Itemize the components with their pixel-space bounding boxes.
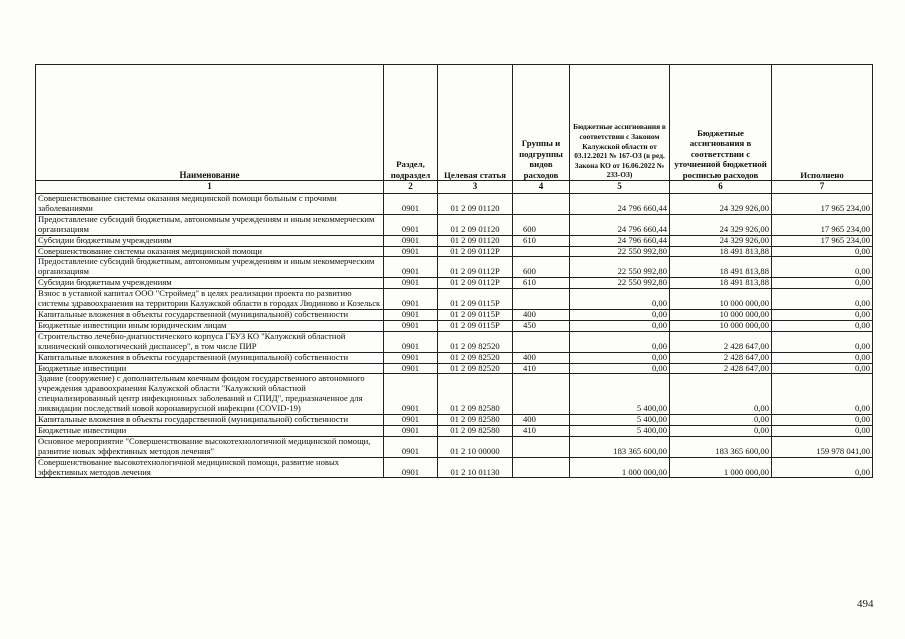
header-section: Раздел, подраздел: [384, 65, 438, 181]
cell-expense-group: 400: [513, 309, 570, 320]
cell-revised-allocation: 24 329 926,00: [670, 194, 772, 215]
table-row: [36, 214, 873, 235]
cell-law-allocation: 0,00: [570, 289, 670, 310]
cell-law-allocation: 22 550 992,80: [570, 246, 670, 257]
cell-law-allocation: 5 400,00: [570, 374, 670, 415]
cell-revised-allocation: 1 000 000,00: [670, 457, 772, 478]
cell-executed: 17 965 234,00: [772, 214, 873, 235]
cell-revised-allocation: 18 491 813,88: [670, 278, 772, 289]
cell-revised-allocation: 18 491 813,88: [670, 257, 772, 278]
cell-executed: 17 965 234,00: [772, 194, 873, 215]
cell-law-allocation: 0,00: [570, 320, 670, 331]
cell-law-allocation: 22 550 992,80: [570, 257, 670, 278]
table-row: [36, 246, 873, 257]
cell-revised-allocation: 10 000 000,00: [670, 320, 772, 331]
cell-expense-group: [513, 331, 570, 352]
cell-executed: 17 965 234,00: [772, 235, 873, 246]
table-header: [36, 65, 873, 194]
cell-target-article: 01 2 09 0112Р: [438, 257, 513, 278]
cell-executed: 0,00: [772, 457, 873, 478]
table-row: [36, 436, 873, 457]
cell-section: 0901: [384, 320, 438, 331]
cell-executed: 0,00: [772, 415, 873, 426]
cell-section: 0901: [384, 194, 438, 215]
table-row: [36, 415, 873, 426]
cell-target-article: 01 2 10 01130: [438, 457, 513, 478]
cell-name: Капитальные вложения в объекты государственной (муниципальной) собственности: [36, 415, 384, 426]
table-body: [36, 194, 873, 478]
cell-executed: 0,00: [772, 289, 873, 310]
cell-section: 0901: [384, 235, 438, 246]
cell-expense-group: 610: [513, 235, 570, 246]
cell-executed: 0,00: [772, 309, 873, 320]
cell-section: 0901: [384, 436, 438, 457]
cell-law-allocation: 24 796 660,44: [570, 235, 670, 246]
cell-name: Совершенствование системы оказания медицинской помощи: [36, 246, 384, 257]
cell-executed: 0,00: [772, 278, 873, 289]
cell-executed: 0,00: [772, 352, 873, 363]
cell-executed: 0,00: [772, 425, 873, 436]
table-row: [36, 235, 873, 246]
cell-name: Капитальные вложения в объекты государственной (муниципальной) собственности: [36, 352, 384, 363]
budget-table: [35, 64, 873, 478]
cell-name: Субсидии бюджетным учреждениям: [36, 278, 384, 289]
table-row: [36, 457, 873, 478]
cell-target-article: 01 2 09 82580: [438, 425, 513, 436]
cell-target-article: 01 2 09 82580: [438, 374, 513, 415]
cell-executed: 159 978 041,00: [772, 436, 873, 457]
cell-law-allocation: 22 550 992,80: [570, 278, 670, 289]
table-row: [36, 194, 873, 215]
table-row: [36, 425, 873, 436]
cell-section: 0901: [384, 214, 438, 235]
cell-section: 0901: [384, 331, 438, 352]
cell-target-article: 01 2 10 00000: [438, 436, 513, 457]
cell-revised-allocation: 10 000 000,00: [670, 289, 772, 310]
cell-expense-group: [513, 457, 570, 478]
cell-target-article: 01 2 09 82520: [438, 352, 513, 363]
header-revised-allocations: Бюджетные ассигнования в соответствии с уточненной бюджетной росписью расходов: [670, 65, 772, 181]
cell-name: Здание (сооружение) с дополнительным коечным фондом государственного автономного учреждения здравоохранения Калужской области "Калужский областной специализированный центр инфекционных заболеваний и СПИД", предназначенное для ликвидации последствий новой коронавирусной инфекции (COVID-19): [36, 374, 384, 415]
cell-expense-group: 400: [513, 415, 570, 426]
cell-expense-group: 400: [513, 352, 570, 363]
cell-section: 0901: [384, 278, 438, 289]
cell-law-allocation: 5 400,00: [570, 425, 670, 436]
cell-law-allocation: 183 365 600,00: [570, 436, 670, 457]
cell-section: 0901: [384, 352, 438, 363]
cell-target-article: 01 2 09 01120: [438, 235, 513, 246]
header-law-allocations: Бюджетные ассигнования в соответствии с Законом Калужской области от 03.12.2021 № 167-ОЗ (в ред. Закона КО от 16.06.2022 № 233-ОЗ): [570, 65, 670, 181]
table-row: [36, 363, 873, 374]
cell-law-allocation: 24 796 660,44: [570, 214, 670, 235]
cell-expense-group: [513, 246, 570, 257]
cell-revised-allocation: 18 491 813,88: [670, 246, 772, 257]
table-row: [36, 331, 873, 352]
table-row: [36, 289, 873, 310]
cell-expense-group: 450: [513, 320, 570, 331]
page-number: 494: [857, 598, 874, 610]
cell-target-article: 01 2 09 0112Р: [438, 278, 513, 289]
column-number: 4: [513, 181, 570, 194]
cell-revised-allocation: 0,00: [670, 415, 772, 426]
header-target: Целевая статья: [438, 65, 513, 181]
column-number-row: [36, 181, 873, 194]
cell-section: 0901: [384, 246, 438, 257]
cell-revised-allocation: 2 428 647,00: [670, 352, 772, 363]
cell-target-article: 01 2 09 01120: [438, 194, 513, 215]
table-row: [36, 374, 873, 415]
column-number: 1: [36, 181, 384, 194]
cell-name: Субсидии бюджетным учреждениям: [36, 235, 384, 246]
cell-revised-allocation: 10 000 000,00: [670, 309, 772, 320]
cell-name: Строительство лечебно-диагностического корпуса ГБУЗ КО "Калужский областной клинический онкологический диспансер", в том числе ПИР: [36, 331, 384, 352]
cell-section: 0901: [384, 425, 438, 436]
header-executed: Исполнено: [772, 65, 873, 181]
cell-name: Бюджетные инвестиции: [36, 425, 384, 436]
cell-target-article: 01 2 09 01120: [438, 214, 513, 235]
cell-expense-group: 610: [513, 278, 570, 289]
cell-executed: 0,00: [772, 257, 873, 278]
cell-law-allocation: 0,00: [570, 309, 670, 320]
cell-name: Капитальные вложения в объекты государственной (муниципальной) собственности: [36, 309, 384, 320]
cell-law-allocation: 24 796 660,44: [570, 194, 670, 215]
cell-law-allocation: 0,00: [570, 331, 670, 352]
cell-revised-allocation: 0,00: [670, 425, 772, 436]
cell-name: Предоставление субсидий бюджетным, автономным учреждениям и иным некоммерческим организациям: [36, 214, 384, 235]
cell-law-allocation: 0,00: [570, 352, 670, 363]
cell-executed: 0,00: [772, 320, 873, 331]
cell-name: Бюджетные инвестиции: [36, 363, 384, 374]
cell-section: 0901: [384, 257, 438, 278]
cell-section: 0901: [384, 457, 438, 478]
cell-section: 0901: [384, 289, 438, 310]
cell-executed: 0,00: [772, 374, 873, 415]
cell-expense-group: [513, 194, 570, 215]
cell-section: 0901: [384, 415, 438, 426]
cell-expense-group: 410: [513, 363, 570, 374]
cell-target-article: 01 2 09 82580: [438, 415, 513, 426]
cell-target-article: 01 2 09 82520: [438, 331, 513, 352]
cell-executed: 0,00: [772, 331, 873, 352]
cell-target-article: 01 2 09 0115Р: [438, 309, 513, 320]
cell-law-allocation: 1 000 000,00: [570, 457, 670, 478]
column-number: 6: [670, 181, 772, 194]
table-row: [36, 352, 873, 363]
column-number: 5: [570, 181, 670, 194]
cell-revised-allocation: 2 428 647,00: [670, 331, 772, 352]
cell-expense-group: [513, 289, 570, 310]
table-row: [36, 278, 873, 289]
cell-expense-group: 600: [513, 257, 570, 278]
header-name: Наименование: [36, 65, 384, 181]
column-number: 2: [384, 181, 438, 194]
cell-name: Совершенствование высокотехнологичной медицинской помощи, развитие новых эффективных методов лечения: [36, 457, 384, 478]
cell-expense-group: [513, 374, 570, 415]
cell-name: Взнос в уставной капитал ООО "Строймед" в целях реализации проекта по развитию системы здравоохранения на территории Калужской области в городах Людиново и Козельск: [36, 289, 384, 310]
cell-name: Предоставление субсидий бюджетным, автономным учреждениям и иным некоммерческим организациям: [36, 257, 384, 278]
cell-target-article: 01 2 09 0112Р: [438, 246, 513, 257]
cell-expense-group: 410: [513, 425, 570, 436]
cell-revised-allocation: 24 329 926,00: [670, 214, 772, 235]
cell-expense-group: 600: [513, 214, 570, 235]
table-row: [36, 257, 873, 278]
table-row: [36, 309, 873, 320]
cell-section: 0901: [384, 374, 438, 415]
header-groups: Группы и подгруппы видов расходов: [513, 65, 570, 181]
table-row: [36, 320, 873, 331]
cell-expense-group: [513, 436, 570, 457]
cell-law-allocation: 5 400,00: [570, 415, 670, 426]
cell-revised-allocation: 24 329 926,00: [670, 235, 772, 246]
cell-revised-allocation: 0,00: [670, 374, 772, 415]
cell-section: 0901: [384, 309, 438, 320]
column-number: 7: [772, 181, 873, 194]
cell-revised-allocation: 183 365 600,00: [670, 436, 772, 457]
cell-target-article: 01 2 09 0115Р: [438, 320, 513, 331]
cell-name: Бюджетные инвестиции иным юридическим лицам: [36, 320, 384, 331]
cell-target-article: 01 2 09 82520: [438, 363, 513, 374]
cell-executed: 0,00: [772, 363, 873, 374]
cell-name: Совершенствование системы оказания медицинской помощи больным с прочими заболеваниями: [36, 194, 384, 215]
column-number: 3: [438, 181, 513, 194]
cell-target-article: 01 2 09 0115Р: [438, 289, 513, 310]
cell-name: Основное мероприятие "Совершенствование высокотехнологичной медицинской помощи, развитие новых эффективных методов лечения": [36, 436, 384, 457]
cell-revised-allocation: 2 428 647,00: [670, 363, 772, 374]
cell-law-allocation: 0,00: [570, 363, 670, 374]
cell-section: 0901: [384, 363, 438, 374]
cell-executed: 0,00: [772, 246, 873, 257]
